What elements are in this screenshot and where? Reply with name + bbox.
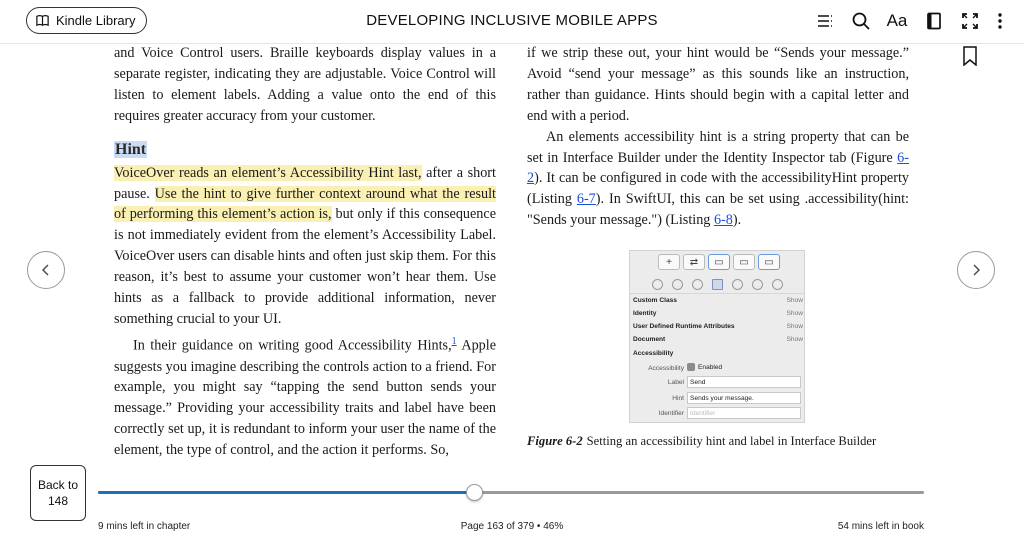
field-label: Identifier xyxy=(658,410,684,417)
footnote-link[interactable]: 1 xyxy=(451,335,457,347)
inspector-toolbar xyxy=(658,254,780,271)
paragraph: and Voice Control users. Braille keyboards display values in a separate register, indicating they are adjustable. Voice Control will listen to element labels. Adding a value onto the end of this requires greater accuracy from your customer. xyxy=(114,45,496,124)
size-inspector-icon xyxy=(752,279,763,290)
figure-caption: Figure 6-2 Setting an accessibility hint and label in Interface Builder xyxy=(527,434,877,448)
inspector-section: Accessibility xyxy=(633,350,674,357)
text-run: but only if this consequence is not immediately evident from the element’s Accessibility Label. VoiceOver users can disable hints and often just skip them. For this reason, it’s best to assume your customer won’t hear them. Use hints as a fallback to provide additional information, never something crucial to your UI. xyxy=(114,206,496,327)
identifier-field: Identifier xyxy=(687,407,801,419)
kindle-library-label: Kindle Library xyxy=(56,13,136,28)
contents-icon[interactable] xyxy=(812,9,838,33)
paragraph xyxy=(527,127,909,232)
chevron-right-icon xyxy=(969,263,983,277)
left-panel-icon: ▭ xyxy=(708,254,730,270)
figure-image xyxy=(629,250,805,423)
previous-page-button[interactable] xyxy=(27,251,65,289)
progress-fill xyxy=(98,491,474,494)
chapter-time-left: 9 mins left in chapter xyxy=(98,521,191,532)
text-run: ). It can be configured in code with the accessibilityHint property (Listing xyxy=(527,170,909,208)
field-label: Label xyxy=(667,379,684,386)
inspector-section: Document Show xyxy=(633,336,803,343)
right-page-column xyxy=(527,43,909,231)
enabled-checkbox: Enabled xyxy=(687,363,722,371)
listing-link[interactable]: 6-7 xyxy=(576,191,596,208)
identity-inspector-icon xyxy=(712,279,723,290)
right-panel-icon: ▭ xyxy=(758,254,780,270)
divider xyxy=(630,293,804,294)
hint-field: Sends your message. xyxy=(687,392,801,404)
paragraph xyxy=(114,163,496,330)
progress-thumb[interactable] xyxy=(466,484,483,501)
listing-link[interactable]: 6-8 xyxy=(713,212,733,229)
inspector-tabs xyxy=(652,279,783,290)
highlight[interactable]: VoiceOver reads an element’s Accessibility Hint last, xyxy=(114,164,422,181)
back-to-label: Back to xyxy=(37,478,79,492)
book-title: DEVELOPING INCLUSIVE MOBILE APPS xyxy=(366,12,658,29)
hint-heading-text: Hint xyxy=(115,140,147,158)
text-run: ). In SwiftUI, this can be set using .accessibility(hint: "Sends your message.") (Listing xyxy=(527,191,909,229)
font-settings-icon[interactable]: Aa xyxy=(886,11,908,30)
bookmark-icon[interactable] xyxy=(962,46,978,66)
text-run: In their guidance on writing good Accessibility Hints, xyxy=(133,337,452,354)
add-icon: + xyxy=(658,254,680,270)
accessibility-row xyxy=(630,362,804,375)
history-inspector-icon xyxy=(672,279,683,290)
page-location: Page 163 of 379 • 46% xyxy=(460,521,564,532)
paragraph xyxy=(114,330,496,461)
bottom-panel-icon: ▭ xyxy=(733,254,755,270)
text-run: ). xyxy=(732,212,742,229)
inspector-section: User Defined Runtime Attributes Show xyxy=(633,323,803,330)
back-to-page-number: 148 xyxy=(47,494,69,508)
label-field: Send xyxy=(687,376,801,388)
text-run: An elements accessibility hint is a string property that can be set in Interface Builder under the Identity Inspector tab (Figure xyxy=(527,128,909,166)
more-icon[interactable] xyxy=(993,9,1007,33)
top-toolbar xyxy=(0,0,1024,44)
notebook-icon[interactable] xyxy=(921,9,947,33)
book-time-left: 54 mins left in book xyxy=(837,521,924,532)
label-row xyxy=(630,376,804,389)
connections-inspector-icon xyxy=(772,279,783,290)
book-icon xyxy=(35,13,50,28)
swap-icon: ⇄ xyxy=(683,254,705,270)
identifier-row xyxy=(630,407,804,420)
field-label: Accessibility xyxy=(648,365,684,372)
chevron-left-icon xyxy=(39,263,53,277)
paragraph: if we strip these out, your hint would be “Sends your message.” Avoid “send your message” as this sounds like an instruction, rather than guidance. Hints should begin with a capital letter and end with a period. xyxy=(527,45,909,124)
help-inspector-icon xyxy=(692,279,703,290)
fullscreen-icon[interactable] xyxy=(957,9,983,33)
search-icon[interactable] xyxy=(848,9,874,33)
hint-row xyxy=(630,392,804,405)
attributes-inspector-icon xyxy=(732,279,743,290)
figure-link[interactable]: 6-2 xyxy=(527,149,909,187)
text-run: after a short pause. xyxy=(114,164,496,202)
file-inspector-icon xyxy=(652,279,663,290)
field-label: Hint xyxy=(672,395,684,402)
kindle-library-button[interactable] xyxy=(26,7,147,34)
next-page-button[interactable] xyxy=(957,251,995,289)
reading-progress-slider[interactable] xyxy=(98,491,924,494)
text-run: Apple suggests you imagine describing the controls action to a friend. For example, you might say “tapping the send button sends your message.” Providing your accessibility traits and label have been correctly set up, it is redundant to inform your user the name of the element, the type of control, and the action it performs. So, xyxy=(114,337,497,459)
inspector-section: Custom Class Show xyxy=(633,297,803,304)
section-heading xyxy=(114,139,496,161)
highlight[interactable]: Use the hint to give further context around what the result of performing this element’s action is, xyxy=(114,185,496,223)
inspector-section: Identity Show xyxy=(633,310,803,317)
left-page-column xyxy=(114,43,496,461)
back-to-page-button[interactable] xyxy=(30,465,86,521)
